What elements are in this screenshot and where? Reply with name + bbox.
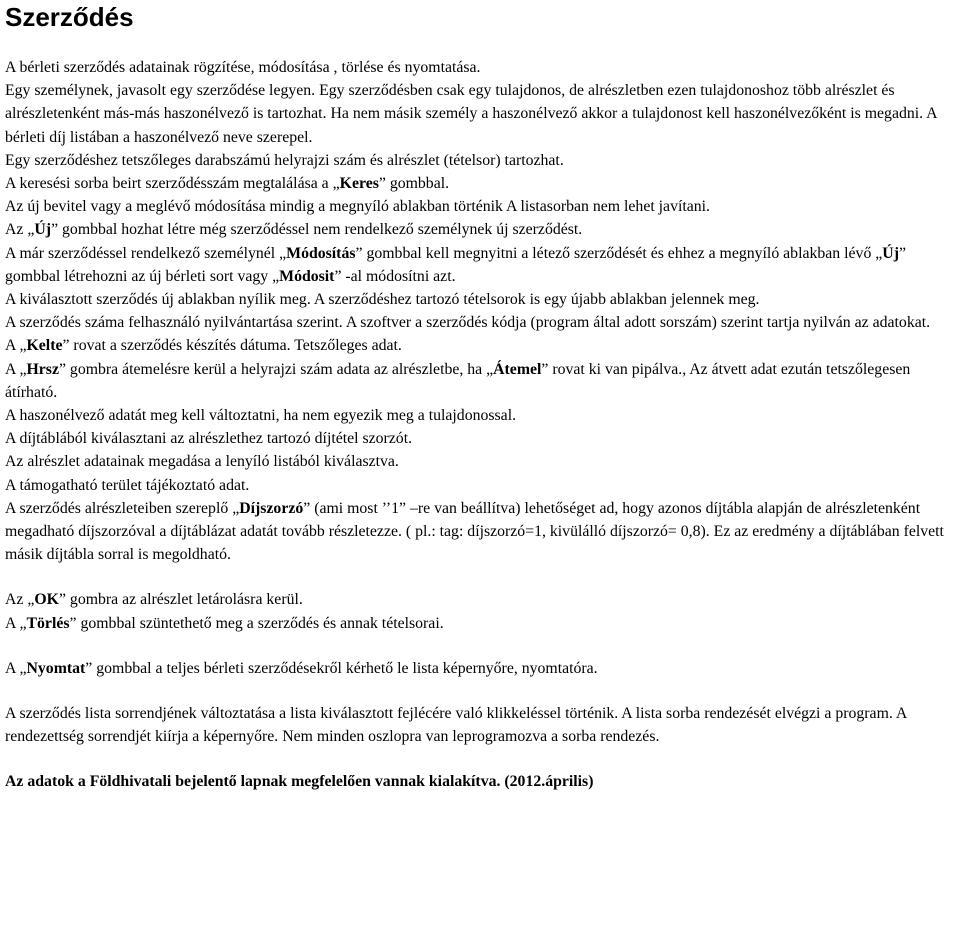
paragraph	[5, 79, 957, 149]
bold-term: Kelte	[26, 337, 63, 355]
bold-term: Új	[882, 244, 899, 262]
paragraph-gap	[5, 635, 957, 657]
paragraph	[5, 427, 957, 450]
text-run: ” gombbal szüntethető meg a szerződés és annak tételsorai.	[69, 614, 444, 632]
text-run: A kiválasztott szerződés új ablakban nyílik meg. A szerződéshez tartozó tételsorok is egy újabb ablakban jelennek meg.	[5, 291, 760, 309]
bold-term: Nyomtat	[26, 659, 86, 677]
text-run: A támogatható terület tájékoztató adat.	[5, 476, 250, 494]
paragraph-gap	[5, 566, 957, 588]
paragraph	[5, 149, 957, 172]
document-page	[5, 0, 957, 794]
paragraph	[5, 358, 957, 404]
paragraph	[5, 657, 957, 680]
text-run: ” gombbal hozhat létre még szerződéssel nem rendelkező személynek új szerződést.	[51, 221, 583, 239]
document-body	[5, 56, 957, 794]
paragraph	[5, 450, 957, 473]
text-run: Az új bevitel vagy a meglévő módosítása mindig a megnyíló ablakban történik A listasorban nem lehet javítani.	[5, 198, 710, 216]
bold-term: Új	[34, 221, 52, 239]
paragraph	[5, 588, 957, 611]
text-run: A „	[5, 659, 27, 677]
text-run: ” gombbal a teljes bérleti szerződésekről kérhető le lista képernyőre, nyomtatóra.	[85, 659, 598, 677]
bold-term: Módosítás	[286, 244, 356, 262]
text-run: ” gombbal.	[378, 175, 450, 193]
bold-term: OK	[34, 591, 59, 609]
text-run: A szerződés alrészleteiben szereplő „	[5, 499, 240, 517]
paragraph	[5, 288, 957, 311]
paragraph	[5, 311, 957, 334]
paragraph	[5, 474, 957, 497]
text-run: Egy szerződéshez tetszőleges darabszámú helyrajzi szám és alrészlet (tételsor) tartozhat.	[5, 151, 564, 169]
paragraph	[5, 242, 957, 288]
paragraph	[5, 404, 957, 427]
paragraph	[5, 195, 957, 218]
text-run: ” rovat a szerződés készítés dátuma. Tetszőleges adat.	[62, 337, 402, 355]
text-run: A „	[5, 614, 27, 632]
paragraph	[5, 172, 957, 195]
text-run: A „	[5, 337, 27, 355]
paragraph	[5, 218, 957, 241]
text-run: A szerződés lista sorrendjének változtatása a lista kiválasztott fejlécére való klikkeléssel történik. A lista sorba rendezését elvégzi a program. A rendezettség sorrendjét kiírja a képernyőre. Nem minden oszlopra van leprogramozva a sorba rendezés.	[5, 705, 907, 746]
text-run: ” -al módosítni azt.	[334, 267, 456, 285]
paragraph	[5, 497, 957, 567]
page-title: Szerződés	[5, 2, 134, 32]
text-run: Az „	[5, 221, 35, 239]
bold-term: Módosit	[279, 267, 335, 285]
text-run: ” gombra az alrészlet letárolásra kerül.	[58, 591, 303, 609]
text-run: A haszonélvező adatát meg kell változtatni, ha nem egyezik meg a tulajdonossal.	[5, 407, 517, 425]
paragraph-gap	[5, 680, 957, 702]
paragraph	[5, 612, 957, 635]
text-run: ” gombbal kell megnyitni a létező szerződését és ehhez a megnyíló ablakban lévő „	[355, 244, 883, 262]
bold-term: Átemel	[493, 360, 542, 378]
text-run: A már szerződéssel rendelkező személynél „	[5, 244, 287, 262]
text-run: A „	[5, 360, 27, 378]
bold-term: Keres	[339, 175, 379, 193]
bold-term: Az adatok a Földhivatali bejelentő lapnak megfelelően vannak kialakítva. (2012.április)	[5, 773, 594, 791]
text-run: Az alrészlet adatainak megadása a lenyíló listából kiválasztva.	[5, 453, 399, 471]
bold-term: Törlés	[26, 614, 70, 632]
text-run: A keresési sorba beirt szerződésszám megtalálása a „	[5, 175, 340, 193]
text-run: A díjtáblából kiválasztani az alrészlethez tartozó díjtétel szorzót.	[5, 430, 413, 448]
text-run: ” gombbal létrehozni az új bérleti sort vagy „	[5, 244, 906, 285]
paragraph	[5, 770, 957, 793]
text-run: A szerződés száma felhasználó nyilvántartása szerint. A szoftver a szerződés kódja (program által adott sorszám) szerint tartja nyilván az adatokat.	[5, 314, 931, 332]
paragraph-gap	[5, 748, 957, 770]
text-run: ” rovat ki van pipálva., Az átvett adat ezután tetszőlegesen átírható.	[5, 360, 911, 401]
text-run: ” (ami most ’’1” –re van beállítva) lehetőséget ad, hogy azonos díjtábla alapján de alrészletenként megadható díjszorzóval a díjtáblázat adatát tovább részletezze. ( pl.: tag: díjszorzó=1, kivülálló díjszorzó= 0,8). Ez az eredmény a díjtáblában felvett másik díjtábla sorral is megoldható.	[5, 499, 944, 564]
paragraph	[5, 334, 957, 357]
text-run: A bérleti szerződés adatainak rögzítése, módosítása , törlése és nyomtatása.	[5, 59, 481, 76]
bold-term: Hrsz	[26, 360, 59, 378]
text-run: Az „	[5, 591, 35, 609]
paragraph	[5, 56, 957, 79]
text-run: ” gombra átemelésre kerül a helyrajzi szám adata az alrészletbe, ha „	[58, 360, 494, 378]
bold-term: Díjszorzó	[239, 499, 304, 517]
paragraph	[5, 702, 957, 748]
text-run: Egy személynek, javasolt egy szerződése legyen. Egy szerződésben csak egy tulajdonos, de alrészletben ezen tulajdonoshoz több alrészlet és alrészletenként más-más haszonélvező is tartozhat. Ha nem másik személy a haszonélvező akkor a tulajdonost kell haszonélvezőként is megadni. A bérleti díj listában a haszonélvező neve szerepel.	[5, 82, 937, 146]
